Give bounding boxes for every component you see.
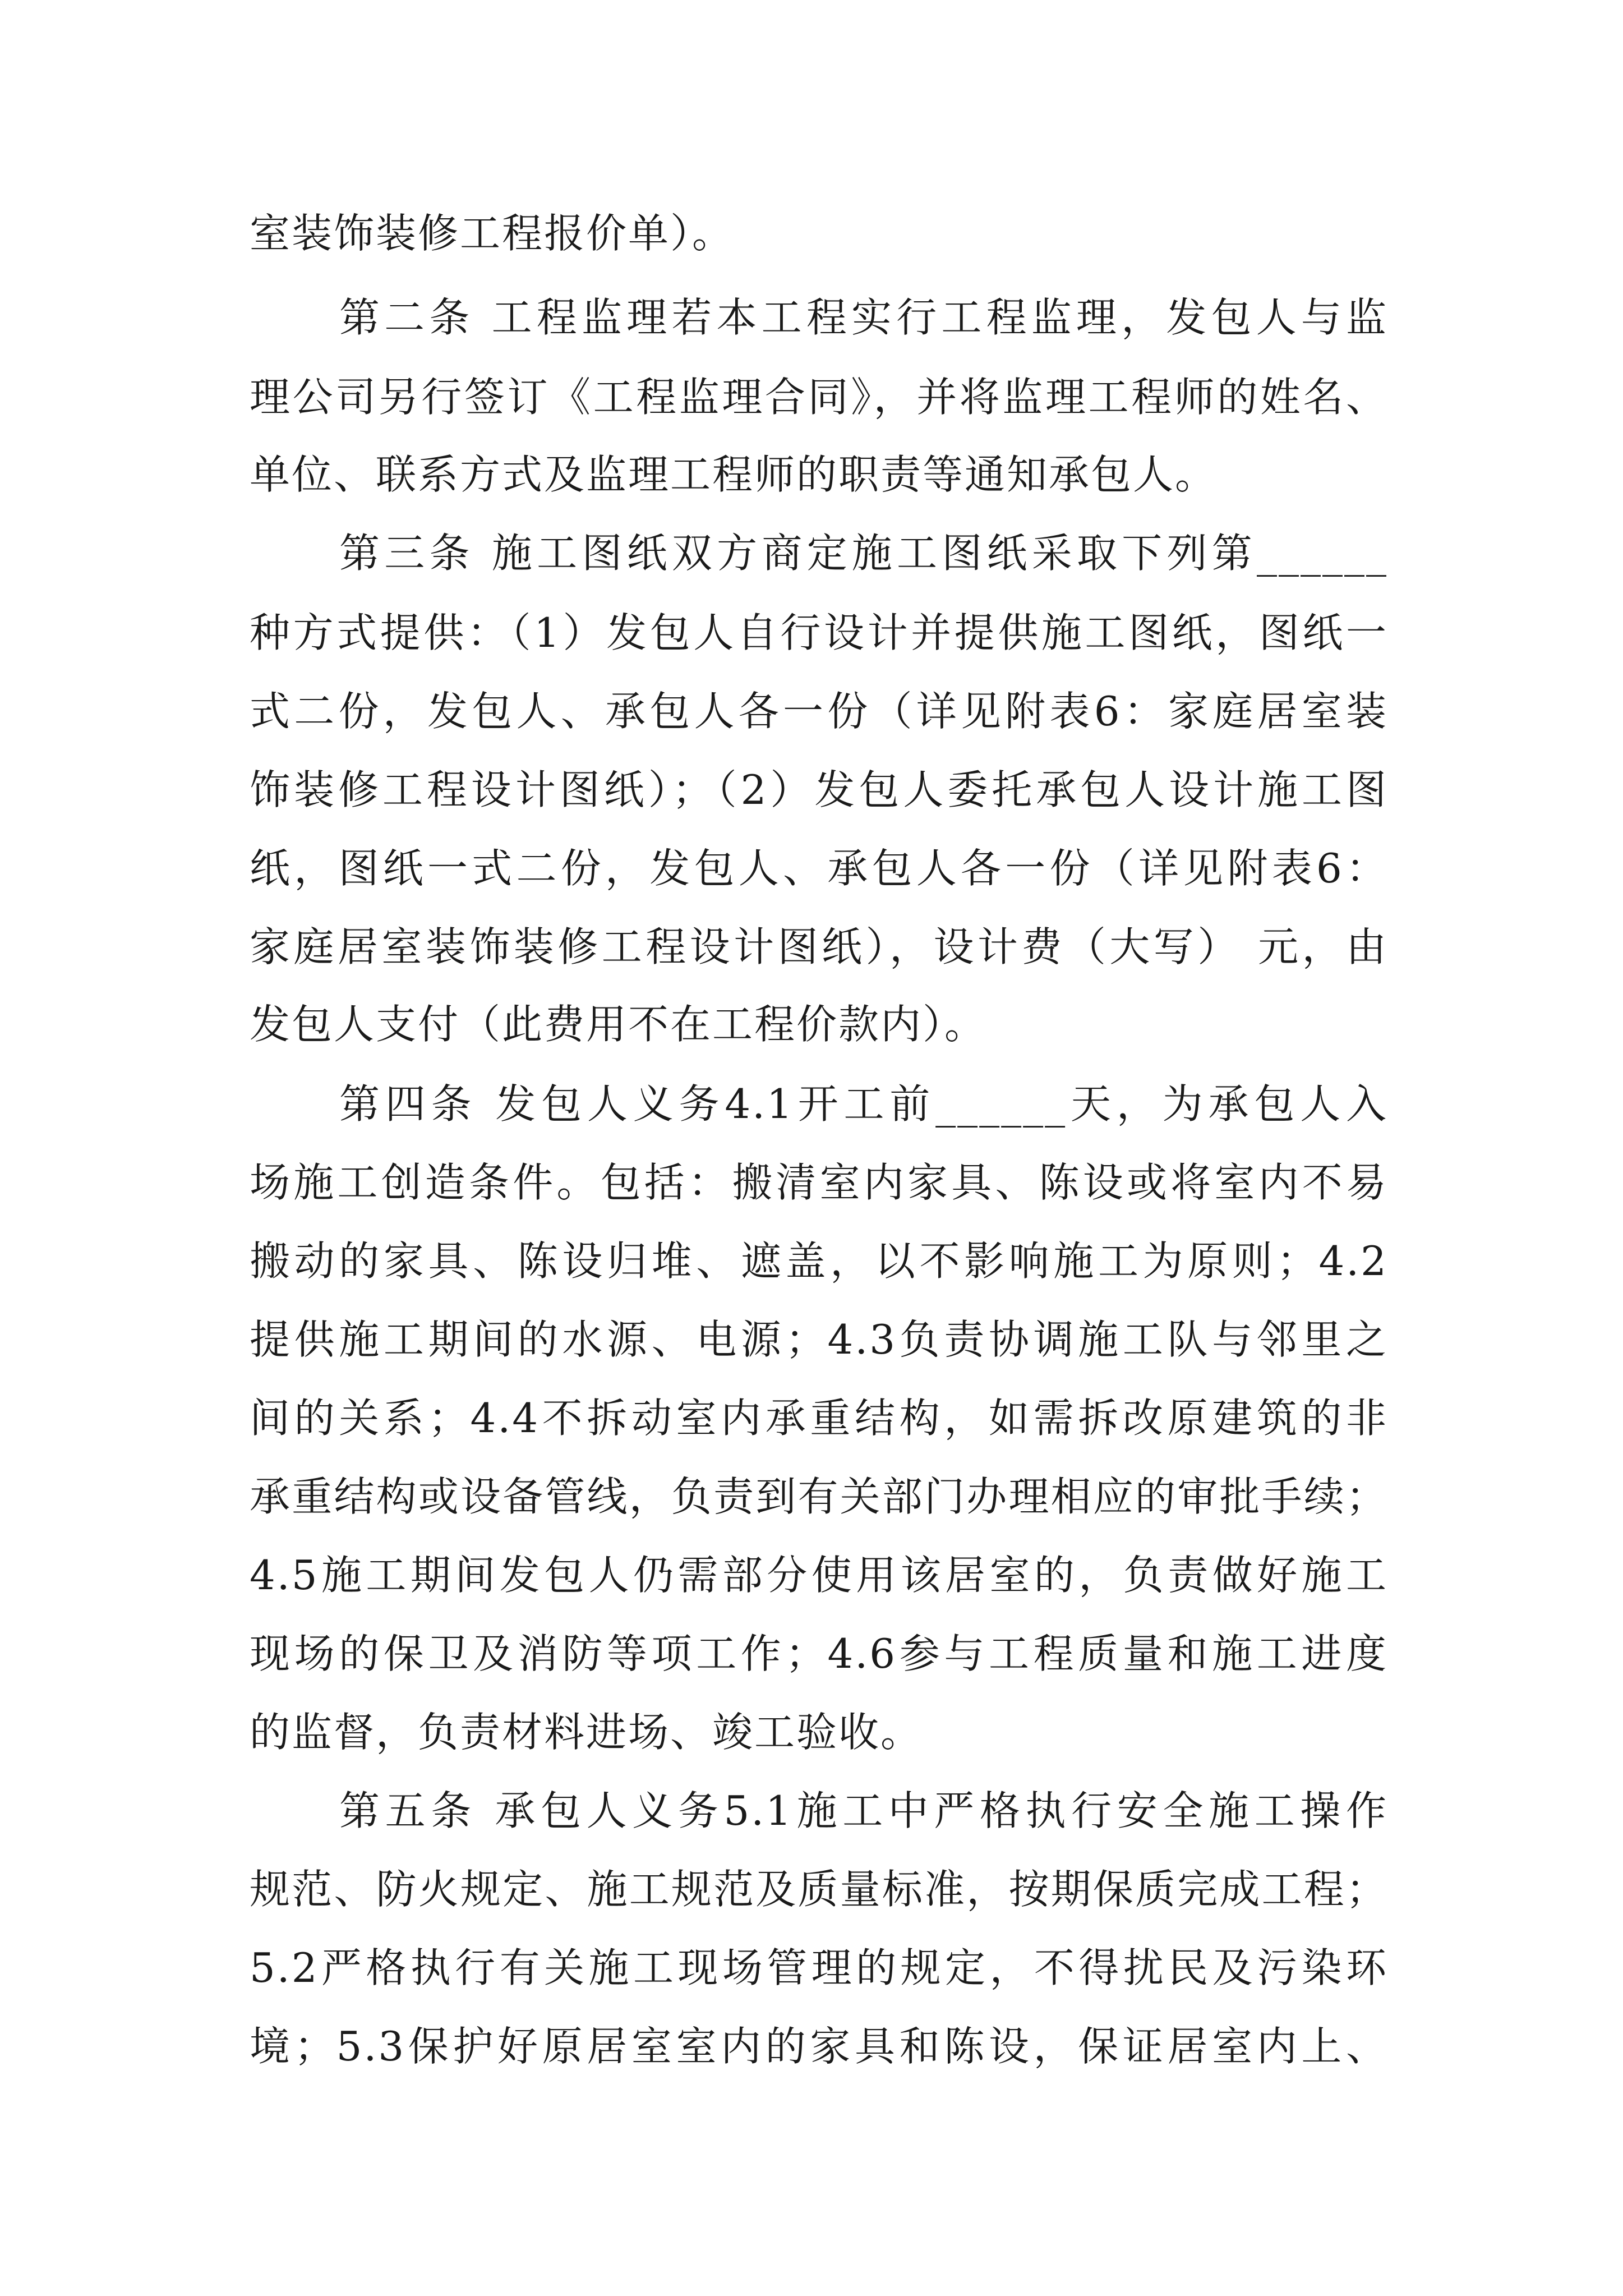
- text-line: 发包人支付（此费用不在工程价款内）。: [250, 1001, 987, 1048]
- text-line: 第二条 工程监理若本工程实行工程监理，发包人与监: [339, 294, 1388, 341]
- text-line: 式二份，发包人、承包人各一份（详见附表6：家庭居室装: [250, 688, 1388, 735]
- text-line: 第四条 发包人义务4.1开工前______天，为承包人入: [339, 1080, 1388, 1128]
- text-line: 规范、防火规定、施工规范及质量标准，按期保质完成工程；: [250, 1866, 1388, 1913]
- text-line: 的监督，负责材料进场、竣工验收。: [250, 1709, 923, 1756]
- text-line: 现场的保卫及消防等项工作；4.6参与工程质量和施工进度: [250, 1630, 1388, 1677]
- text-line: 搬动的家具、陈设归堆、遮盖，以不影响施工为原则；4.2: [250, 1237, 1388, 1285]
- text-line: 室装饰装修工程报价单）。: [250, 210, 735, 257]
- text-line: 第五条 承包人义务5.1施工中严格执行安全施工操作: [339, 1787, 1388, 1834]
- text-line: 提供施工期间的水源、电源；4.3负责协调施工队与邻里之: [250, 1316, 1388, 1363]
- text-line: 理公司另行签订《工程监理合同》，并将监理工程师的姓名、: [250, 374, 1388, 421]
- text-line: 第三条 施工图纸双方商定施工图纸采取下列第______: [339, 530, 1388, 577]
- text-line: 家庭居室装饰装修工程设计图纸），设计费（大写） 元，由: [250, 923, 1388, 970]
- text-line: 种方式提供：（1）发包人自行设计并提供施工图纸，图纸一: [250, 609, 1388, 656]
- text-line: 4.5施工期间发包人仍需部分使用该居室的，负责做好施工: [250, 1552, 1388, 1599]
- text-line: 饰装修工程设计图纸）；（2）发包人委托承包人设计施工图: [250, 766, 1388, 813]
- text-line: 承重结构或设备管线，负责到有关部门办理相应的审批手续；: [250, 1473, 1388, 1520]
- text-line: 间的关系；4.4不拆动室内承重结构，如需拆改原建筑的非: [250, 1395, 1388, 1442]
- text-line: 单位、联系方式及监理工程师的职责等通知承包人。: [250, 451, 1218, 498]
- text-line: 5.2严格执行有关施工现场管理的规定，不得扰民及污染环: [250, 1944, 1388, 1991]
- text-line: 纸，图纸一式二份，发包人、承包人各一份（详见附表6：: [250, 845, 1388, 892]
- text-line: 境；5.3保护好原居室室内的家具和陈设，保证居室内上、: [250, 2023, 1388, 2070]
- text-line: 场施工创造条件。包括：搬清室内家具、陈设或将室内不易: [250, 1159, 1388, 1206]
